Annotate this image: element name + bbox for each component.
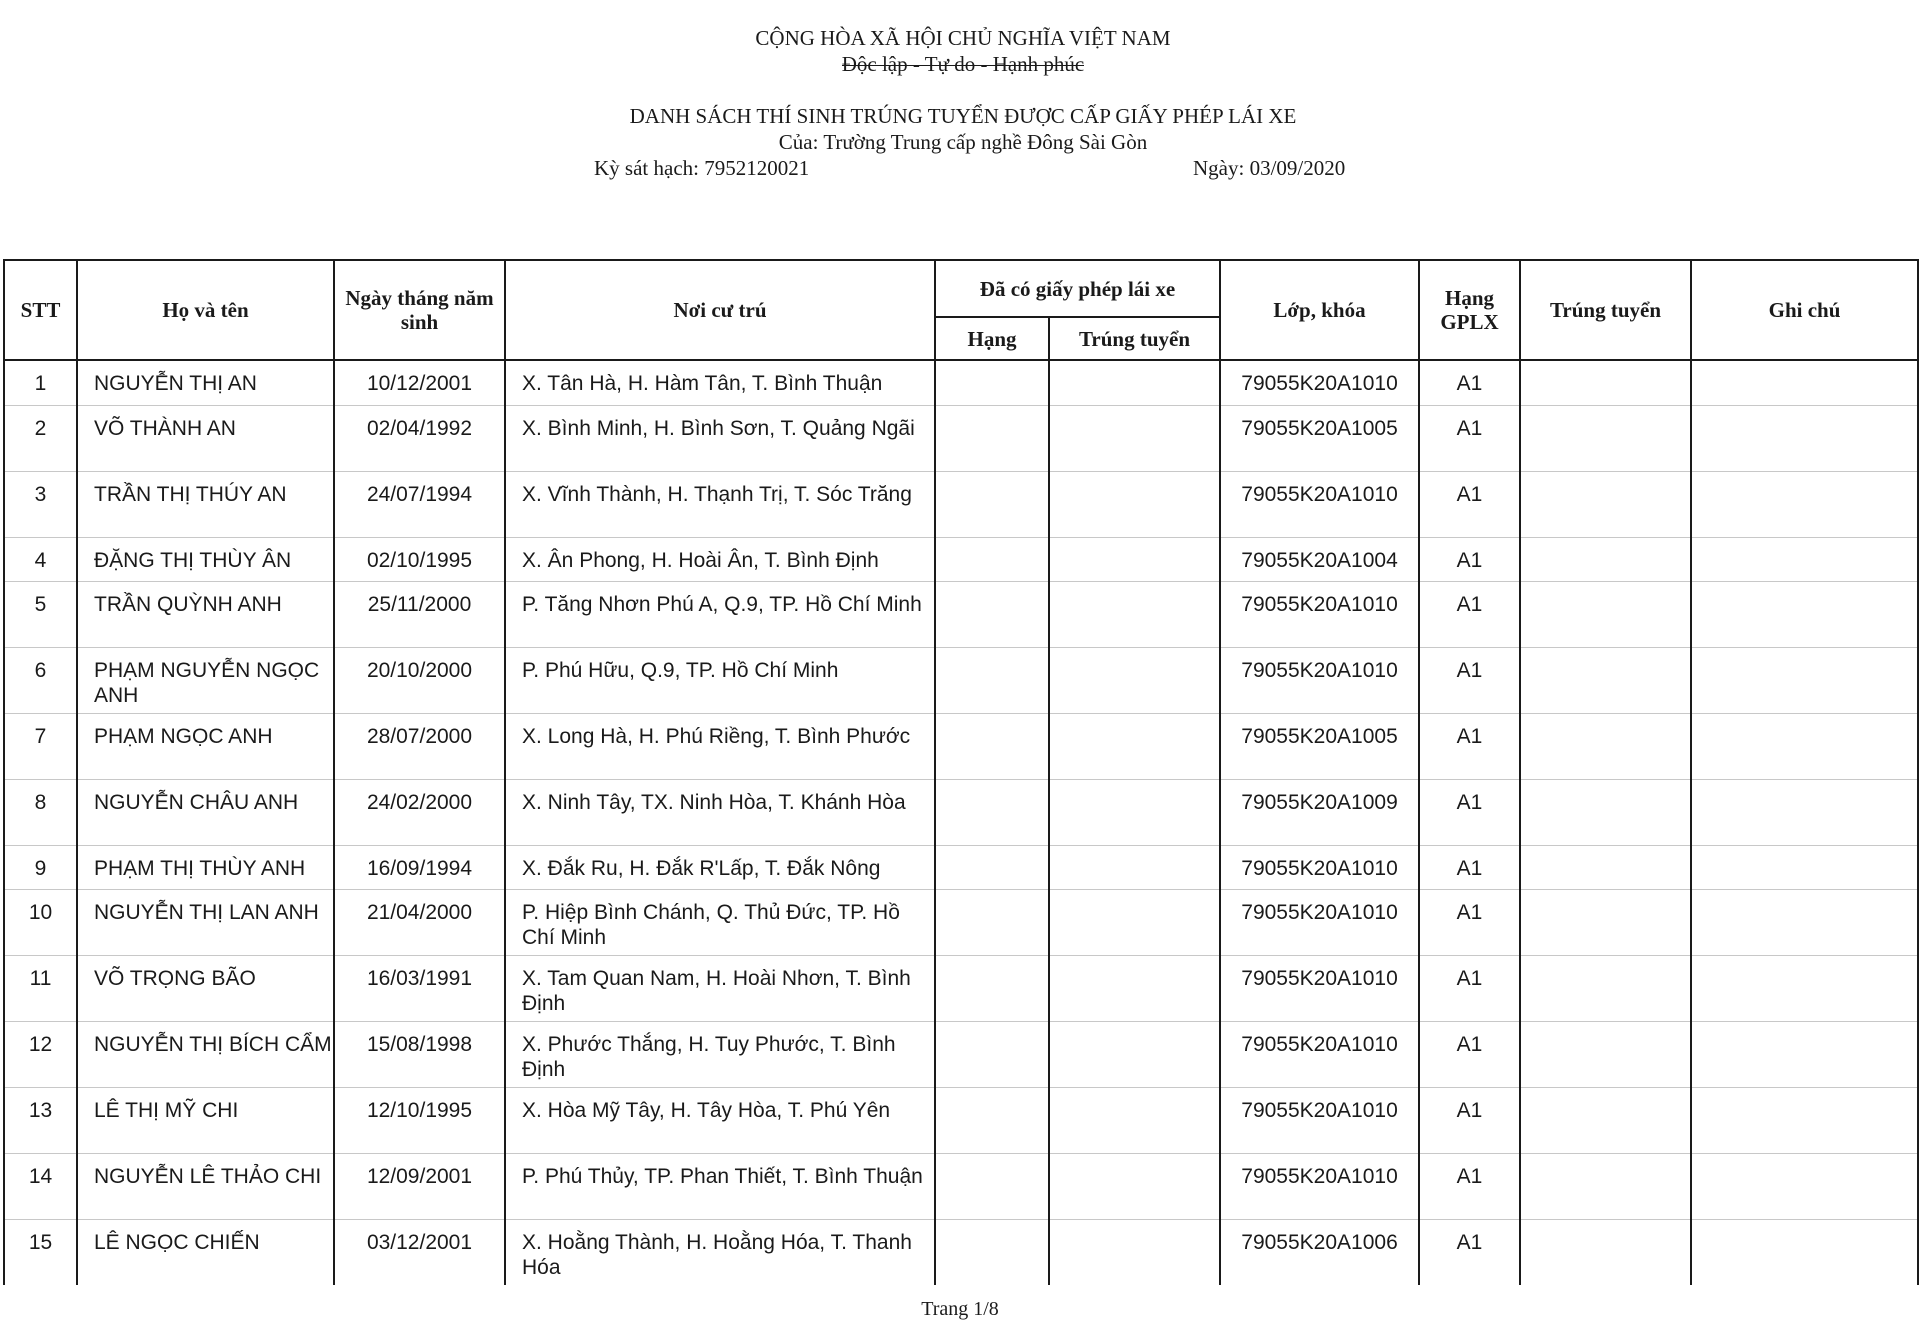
cell-passed: [1520, 1021, 1691, 1087]
cell-license-class: A1: [1419, 471, 1520, 537]
cell-stt: 8: [4, 779, 77, 845]
cell-note: [1691, 360, 1918, 405]
header-dob: Ngày tháng năm sinh: [334, 260, 505, 360]
cell-existing-passed: [1049, 537, 1220, 581]
header-note: Ghi chú: [1691, 260, 1918, 360]
table-row: [4, 779, 1918, 845]
table-row: [4, 581, 1918, 647]
exam-code: Kỳ sát hạch: 7952120021: [594, 156, 810, 180]
cell-existing-class: [935, 955, 1049, 1021]
cell-name: NGUYỄN LÊ THẢO CHI: [77, 1153, 334, 1219]
cell-passed: [1520, 779, 1691, 845]
cell-address: X. Long Hà, H. Phú Riềng, T. Bình Phước: [505, 713, 935, 779]
cell-stt: 10: [4, 889, 77, 955]
cell-address: X. Phước Thắng, H. Tuy Phước, T. Bình Định: [505, 1021, 935, 1087]
cell-stt: 9: [4, 845, 77, 889]
cell-existing-class: [935, 1219, 1049, 1285]
table-row: [4, 647, 1918, 713]
cell-name: TRẦN QUỲNH ANH: [77, 581, 334, 647]
cell-passed: [1520, 713, 1691, 779]
cell-dob: 21/04/2000: [334, 889, 505, 955]
cell-passed: [1520, 1087, 1691, 1153]
table-row: [4, 360, 1918, 405]
motto: Độc lập - Tự do - Hạnh phúc: [841, 52, 1085, 76]
cell-existing-class: [935, 471, 1049, 537]
cell-address: P. Tăng Nhơn Phú A, Q.9, TP. Hồ Chí Minh: [505, 581, 935, 647]
cell-passed: [1520, 1219, 1691, 1285]
cell-passed: [1520, 360, 1691, 405]
cell-existing-passed: [1049, 405, 1220, 471]
national-title: CỘNG HÒA XÃ HỘI CHỦ NGHĨA VIỆT NAM: [755, 26, 1171, 50]
cell-existing-class: [935, 889, 1049, 955]
table-row: [4, 845, 1918, 889]
page-number: Trang 1/8: [921, 1298, 999, 1320]
cell-existing-class: [935, 537, 1049, 581]
header-address: Nơi cư trú: [505, 260, 935, 360]
cell-license-class: A1: [1419, 779, 1520, 845]
cell-existing-class: [935, 1153, 1049, 1219]
cell-note: [1691, 845, 1918, 889]
cell-note: [1691, 1153, 1918, 1219]
cell-name: PHẠM NGỌC ANH: [77, 713, 334, 779]
cell-stt: 1: [4, 360, 77, 405]
motto-line: [3, 52, 1920, 77]
cell-address: P. Hiệp Bình Chánh, Q. Thủ Đức, TP. Hồ Chí Minh: [505, 889, 935, 955]
cell-existing-class: [935, 360, 1049, 405]
cell-existing-class: [935, 405, 1049, 471]
cell-course: 79055K20A1010: [1220, 955, 1419, 1021]
cell-passed: [1520, 889, 1691, 955]
cell-course: 79055K20A1010: [1220, 360, 1419, 405]
cell-course: 79055K20A1006: [1220, 1219, 1419, 1285]
cell-address: X. Ân Phong, H. Hoài Ân, T. Bình Định: [505, 537, 935, 581]
cell-note: [1691, 779, 1918, 845]
header-existing-license: Đã có giấy phép lái xe: [935, 260, 1220, 317]
cell-address: X. Bình Minh, H. Bình Sơn, T. Quảng Ngãi: [505, 405, 935, 471]
cell-existing-passed: [1049, 845, 1220, 889]
cell-dob: 16/09/1994: [334, 845, 505, 889]
cell-course: 79055K20A1010: [1220, 1021, 1419, 1087]
cell-address: X. Tân Hà, H. Hàm Tân, T. Bình Thuận: [505, 360, 935, 405]
cell-name: NGUYỄN THỊ BÍCH CẨM: [77, 1021, 334, 1087]
cell-license-class: A1: [1419, 889, 1520, 955]
cell-existing-passed: [1049, 647, 1220, 713]
cell-license-class: A1: [1419, 1153, 1520, 1219]
table-body: [4, 360, 1918, 1285]
cell-existing-passed: [1049, 360, 1220, 405]
cell-license-class: A1: [1419, 1087, 1520, 1153]
cell-address: X. Tam Quan Nam, H. Hoài Nhơn, T. Bình Định: [505, 955, 935, 1021]
cell-course: 79055K20A1010: [1220, 1087, 1419, 1153]
cell-note: [1691, 1219, 1918, 1285]
cell-stt: 12: [4, 1021, 77, 1087]
table-row: [4, 537, 1918, 581]
document-title: DANH SÁCH THÍ SINH TRÚNG TUYỂN ĐƯỢC CẤP GIẤY PHÉP LÁI XE: [629, 104, 1297, 128]
cell-license-class: A1: [1419, 1219, 1520, 1285]
cell-dob: 20/10/2000: [334, 647, 505, 713]
cell-license-class: A1: [1419, 537, 1520, 581]
cell-existing-passed: [1049, 1087, 1220, 1153]
cell-dob: 24/07/1994: [334, 471, 505, 537]
cell-name: NGUYỄN THỊ LAN ANH: [77, 889, 334, 955]
header-course: Lớp, khóa: [1220, 260, 1419, 360]
cell-passed: [1520, 1153, 1691, 1219]
cell-address: X. Vĩnh Thành, H. Thạnh Trị, T. Sóc Trăng: [505, 471, 935, 537]
header-name: Họ và tên: [77, 260, 334, 360]
cell-dob: 24/02/2000: [334, 779, 505, 845]
cell-dob: 03/12/2001: [334, 1219, 505, 1285]
cell-existing-passed: [1049, 1153, 1220, 1219]
cell-name: VÕ TRỌNG BÃO: [77, 955, 334, 1021]
cell-name: LÊ NGỌC CHIẾN: [77, 1219, 334, 1285]
cell-dob: 16/03/1991: [334, 955, 505, 1021]
cell-stt: 2: [4, 405, 77, 471]
cell-name: TRẦN THỊ THÚY AN: [77, 471, 334, 537]
cell-existing-passed: [1049, 471, 1220, 537]
cell-license-class: A1: [1419, 405, 1520, 471]
cell-existing-class: [935, 779, 1049, 845]
cell-address: P. Phú Hữu, Q.9, TP. Hồ Chí Minh: [505, 647, 935, 713]
cell-dob: 25/11/2000: [334, 581, 505, 647]
cell-course: 79055K20A1010: [1220, 845, 1419, 889]
cell-passed: [1520, 955, 1691, 1021]
cell-note: [1691, 471, 1918, 537]
cell-note: [1691, 537, 1918, 581]
cell-dob: 02/04/1992: [334, 405, 505, 471]
cell-license-class: A1: [1419, 647, 1520, 713]
cell-dob: 12/09/2001: [334, 1153, 505, 1219]
cell-stt: 7: [4, 713, 77, 779]
cell-passed: [1520, 537, 1691, 581]
cell-note: [1691, 889, 1918, 955]
cell-existing-passed: [1049, 1219, 1220, 1285]
cell-dob: 12/10/1995: [334, 1087, 505, 1153]
cell-stt: 14: [4, 1153, 77, 1219]
cell-dob: 28/07/2000: [334, 713, 505, 779]
table-row: [4, 405, 1918, 471]
cell-existing-passed: [1049, 713, 1220, 779]
cell-name: NGUYỄN CHÂU ANH: [77, 779, 334, 845]
header-existing-passed: Trúng tuyển: [1049, 317, 1220, 360]
cell-dob: 15/08/1998: [334, 1021, 505, 1087]
cell-stt: 6: [4, 647, 77, 713]
cell-course: 79055K20A1004: [1220, 537, 1419, 581]
cell-address: X. Đắk Ru, H. Đắk R'Lấp, T. Đắk Nông: [505, 845, 935, 889]
cell-course: 79055K20A1010: [1220, 1153, 1419, 1219]
cell-course: 79055K20A1010: [1220, 889, 1419, 955]
cell-existing-passed: [1049, 955, 1220, 1021]
cell-note: [1691, 405, 1918, 471]
cell-course: 79055K20A1010: [1220, 581, 1419, 647]
cell-stt: 11: [4, 955, 77, 1021]
cell-existing-class: [935, 647, 1049, 713]
cell-license-class: A1: [1419, 1021, 1520, 1087]
cell-course: 79055K20A1009: [1220, 779, 1419, 845]
cell-note: [1691, 647, 1918, 713]
cell-name: PHẠM NGUYỄN NGỌC ANH: [77, 647, 334, 713]
table-row: [4, 1153, 1918, 1219]
cell-address: X. Hòa Mỹ Tây, H. Tây Hòa, T. Phú Yên: [505, 1087, 935, 1153]
cell-note: [1691, 713, 1918, 779]
cell-existing-passed: [1049, 889, 1220, 955]
table-row: [4, 889, 1918, 955]
cell-passed: [1520, 581, 1691, 647]
cell-dob: 02/10/1995: [334, 537, 505, 581]
cell-name: LÊ THỊ MỸ CHI: [77, 1087, 334, 1153]
cell-passed: [1520, 405, 1691, 471]
cell-stt: 15: [4, 1219, 77, 1285]
cell-course: 79055K20A1010: [1220, 647, 1419, 713]
school-name: Của: Trường Trung cấp nghề Đông Sài Gòn: [778, 130, 1148, 154]
cell-stt: 4: [4, 537, 77, 581]
cell-name: NGUYỄN THỊ AN: [77, 360, 334, 405]
cell-existing-class: [935, 1021, 1049, 1087]
cell-course: 79055K20A1005: [1220, 405, 1419, 471]
cell-address: X. Ninh Tây, TX. Ninh Hòa, T. Khánh Hòa: [505, 779, 935, 845]
cell-license-class: A1: [1419, 713, 1520, 779]
table-row: [4, 955, 1918, 1021]
cell-existing-class: [935, 581, 1049, 647]
header-passed: Trúng tuyển: [1520, 260, 1691, 360]
cell-note: [1691, 1021, 1918, 1087]
cell-name: PHẠM THỊ THÙY ANH: [77, 845, 334, 889]
cell-passed: [1520, 647, 1691, 713]
header-license-class: Hạng GPLX: [1419, 260, 1520, 360]
cell-existing-passed: [1049, 779, 1220, 845]
cell-license-class: A1: [1419, 955, 1520, 1021]
cell-license-class: A1: [1419, 360, 1520, 405]
cell-existing-class: [935, 1087, 1049, 1153]
cell-course: 79055K20A1005: [1220, 713, 1419, 779]
cell-note: [1691, 955, 1918, 1021]
cell-stt: 3: [4, 471, 77, 537]
cell-note: [1691, 581, 1918, 647]
cell-license-class: A1: [1419, 581, 1520, 647]
cell-existing-class: [935, 845, 1049, 889]
cell-existing-passed: [1049, 1021, 1220, 1087]
cell-address: X. Hoằng Thành, H. Hoằng Hóa, T. Thanh Hóa: [505, 1219, 935, 1285]
cell-address: P. Phú Thủy, TP. Phan Thiết, T. Bình Thuận: [505, 1153, 935, 1219]
cell-dob: 10/12/2001: [334, 360, 505, 405]
cell-passed: [1520, 845, 1691, 889]
cell-name: ĐẶNG THỊ THÙY ÂN: [77, 537, 334, 581]
exam-date: Ngày: 03/09/2020: [1193, 156, 1346, 180]
cell-stt: 13: [4, 1087, 77, 1153]
cell-existing-passed: [1049, 581, 1220, 647]
table-row: [4, 1087, 1918, 1153]
header-existing-class: Hạng: [935, 317, 1049, 360]
cell-course: 79055K20A1010: [1220, 471, 1419, 537]
cell-existing-class: [935, 713, 1049, 779]
candidate-table: [3, 259, 1919, 1285]
table-row: [4, 1021, 1918, 1087]
cell-stt: 5: [4, 581, 77, 647]
cell-name: VÕ THÀNH AN: [77, 405, 334, 471]
table-row: [4, 471, 1918, 537]
table-row: [4, 713, 1918, 779]
table-row: [4, 1219, 1918, 1285]
cell-passed: [1520, 471, 1691, 537]
cell-license-class: A1: [1419, 845, 1520, 889]
cell-note: [1691, 1087, 1918, 1153]
header-stt: STT: [4, 260, 77, 360]
